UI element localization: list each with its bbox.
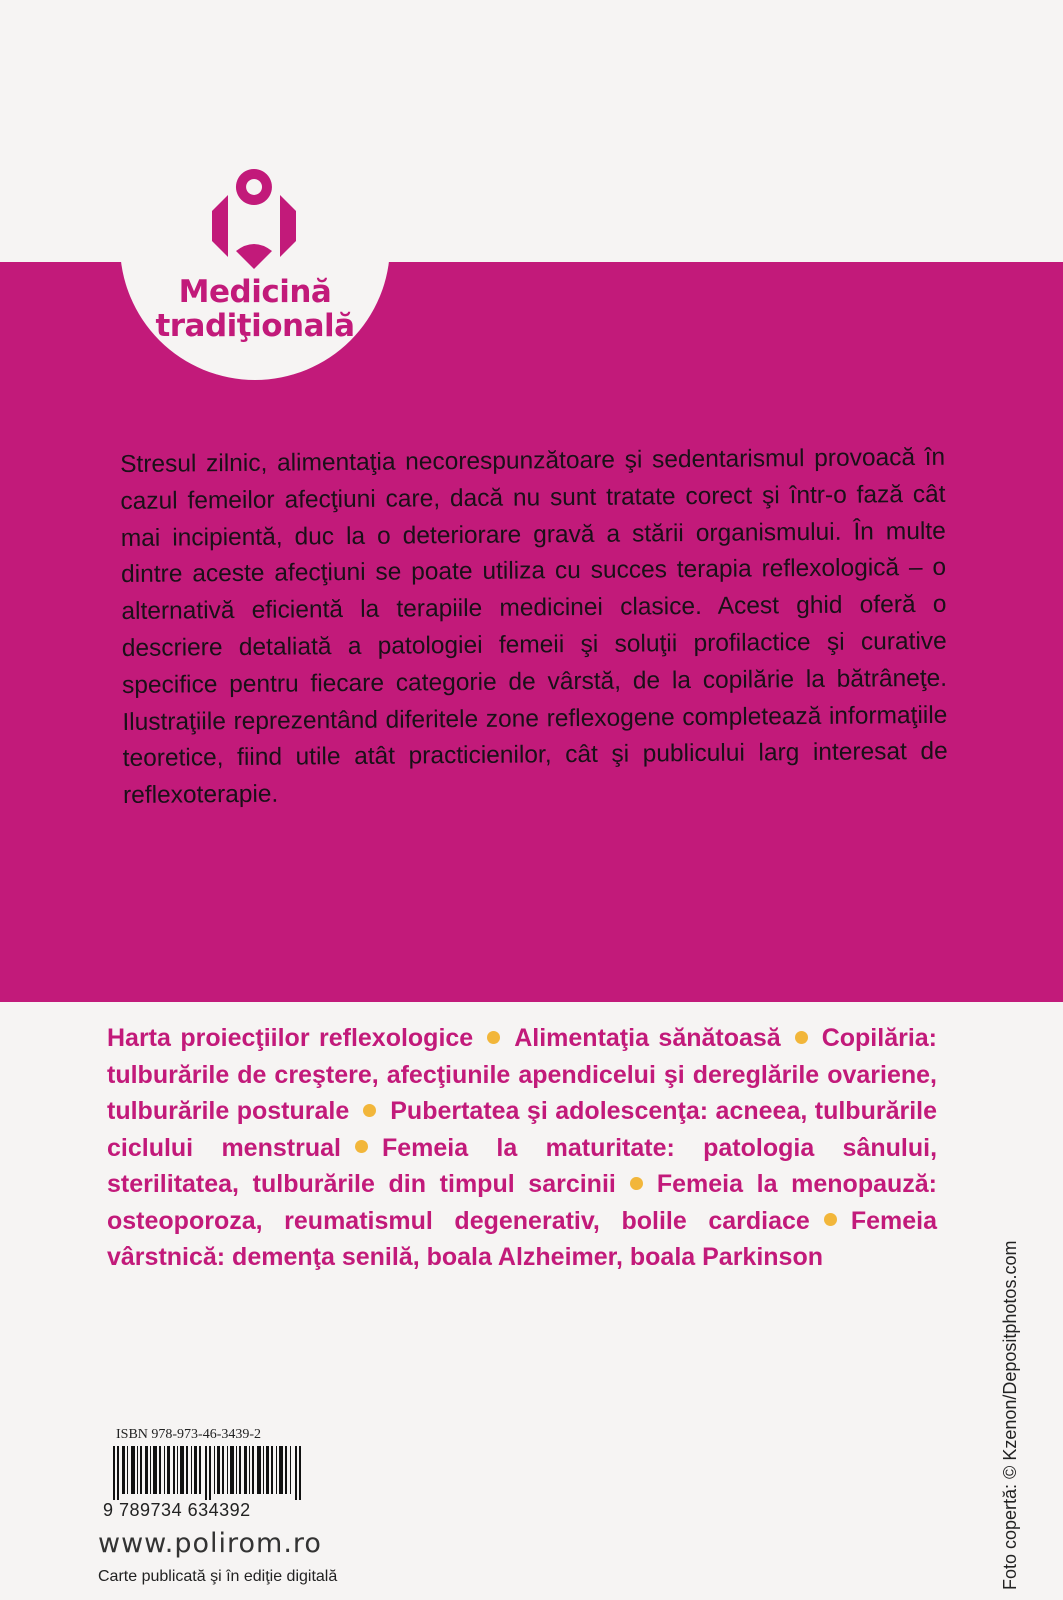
series-title-line-1: Medicină [178, 274, 332, 310]
book-description: Stresul zilnic, alimentaţia necorespunzătoare şi sedentarismul provoacă în cazul femeilor afecţiuni care, dacă nu sunt tratate corect şi într-o fază cât mai incipientă, duc la o deteriorare gravă a stării organismului. În multe dintre aceste afecţiuni se poate utiliza cu succes terapia reflexologică – o alternativă eficientă la terapiile medicinei clasice. Acest ghid oferă o descriere detaliată a patologiei femeii şi soluţii profilactice şi curative specifice pentru fiecare categorie de vârstă, de la copilărie la bătrâneţe. Ilustraţiile reprezentând diferitele zone reflexogene completează informaţiile teoretice, fiind utile atât practicienilor, cât şi publicului larg interesat de reflexoterapie. [120, 443, 948, 810]
topic-item: Femeia la maturitate: patologia sânului, sterilitatea, tulburările din timpul sarcinii [107, 1133, 938, 1198]
bullet-dot-icon [363, 1104, 376, 1117]
topic-item: Femeia la menopauză: osteoporoza, reumatismul degenerativ, bolile cardiace [107, 1170, 938, 1235]
bullet-dot-icon [630, 1177, 643, 1190]
series-logo-text [150, 275, 360, 343]
topics-list [107, 1020, 937, 1276]
isbn-label: ISBN 978-973-46-3439-2 [116, 1427, 262, 1442]
bullet-dot-icon [355, 1140, 368, 1153]
digital-edition-note: Carte publicată şi în ediţie digitală [98, 1568, 338, 1585]
bullet-dot-icon [487, 1031, 500, 1044]
barcode-icon [113, 1446, 303, 1500]
topic-item: Harta proiecţiilor reflexologice [107, 1024, 474, 1052]
bullet-dot-icon [795, 1031, 808, 1044]
medicina-traditionala-logo-icon [206, 165, 302, 273]
publisher-website: www.polirom.ro [98, 1528, 322, 1559]
photo-credit: Foto copertă: © Kzenon/Depositphotos.com [1000, 1240, 1020, 1590]
barcode-digits: 9 789734 634392 [103, 1500, 251, 1520]
series-title-line-2: tradiţională [155, 308, 355, 344]
topic-item: Alimentaţia sănătoasă [514, 1024, 781, 1052]
topic-item: Femeia vârstnică: demenţa senilă, boala Alzheimer, boala Parkinson [107, 1206, 937, 1271]
topic-item: Copilăria: tulburările de creştere, afecţiunile apendicelui şi dereglările ovariene, tulburările posturale [107, 1024, 937, 1125]
bullet-dot-icon [824, 1213, 837, 1226]
topic-item: Pubertatea şi adolescenţa: acneea, tulburările ciclului menstrual [107, 1097, 938, 1162]
